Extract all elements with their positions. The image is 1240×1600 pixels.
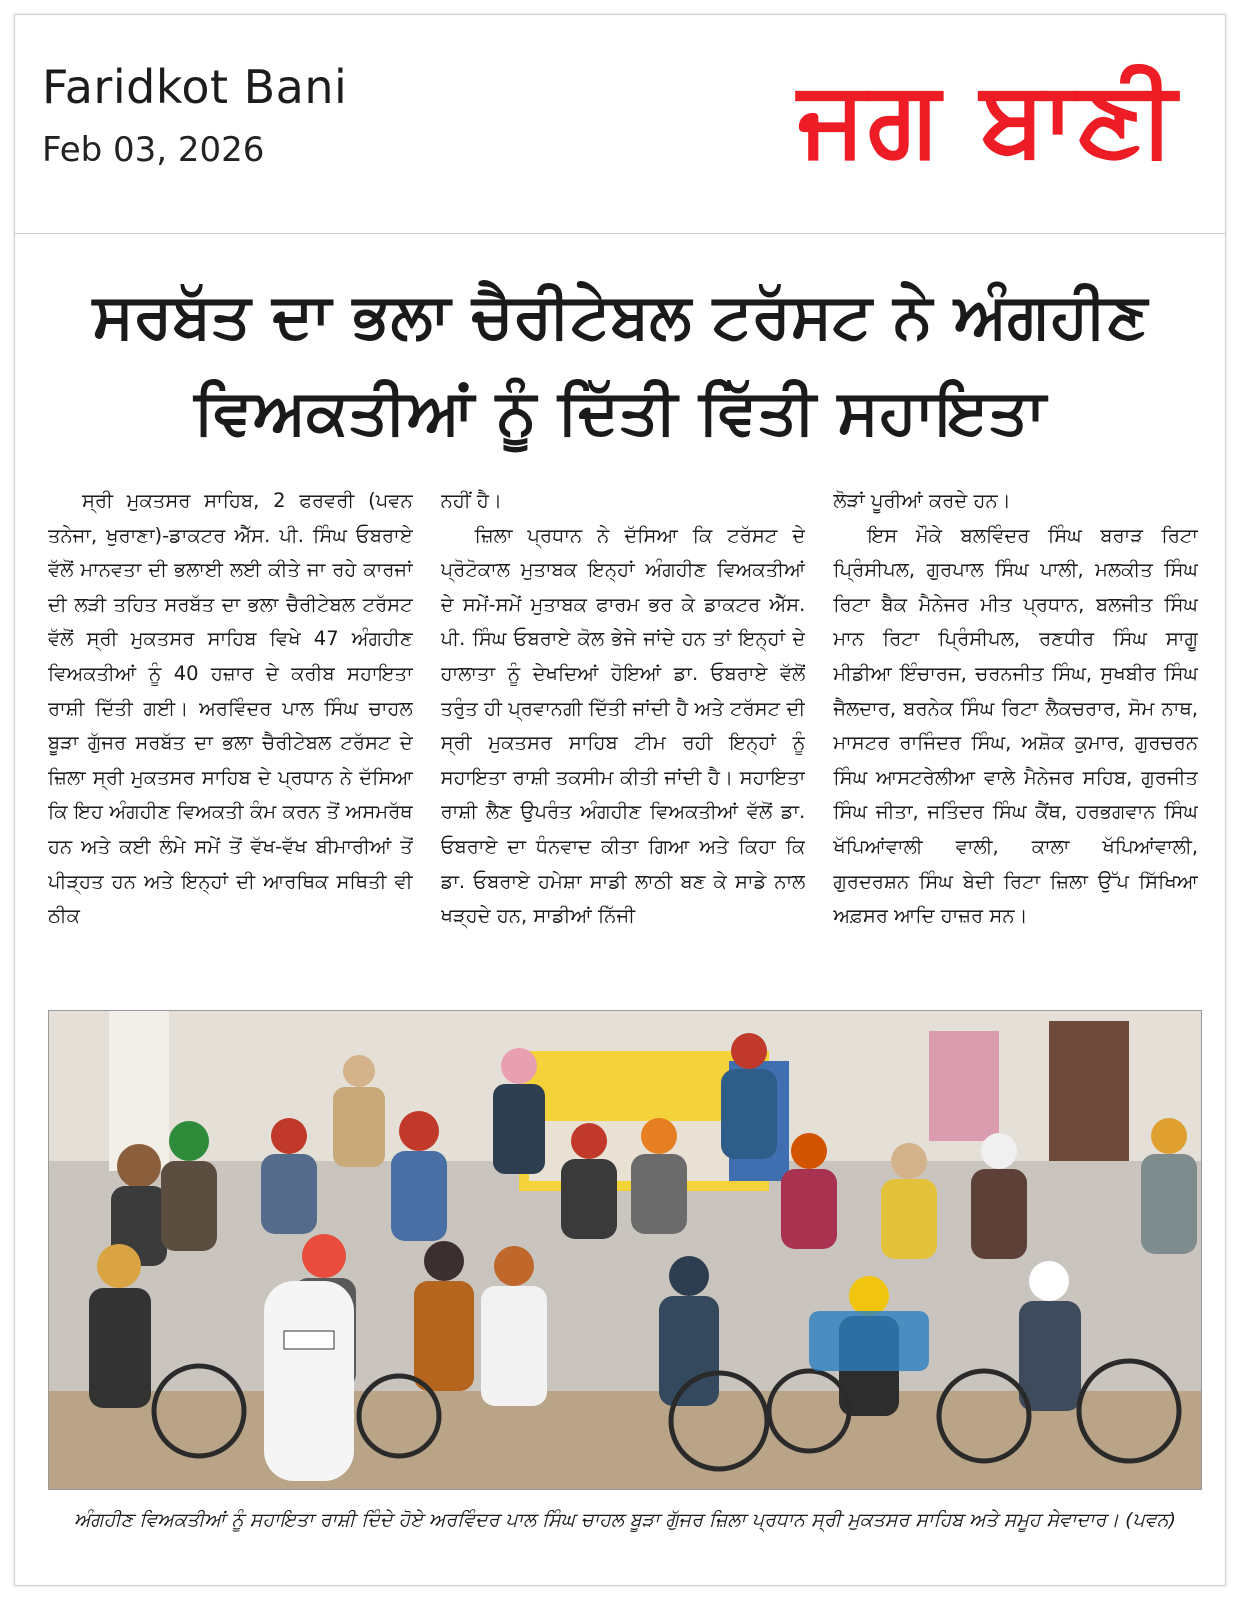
article-column-2	[441, 484, 806, 1004]
newspaper-masthead: ਜਗ ਬਾਣੀ	[797, 57, 1178, 179]
publication-date: Feb 03, 2026	[42, 130, 265, 170]
group-photo-illustration	[49, 1011, 1202, 1490]
paragraph: ਸ੍ਰੀ ਮੁਕਤਸਰ ਸਾਹਿਬ, 2 ਫਰਵਰੀ (ਪਵਨ ਤਨੇਜਾ, ਖੁਰਾਣਾ)-ਡਾਕਟਰ ਐੱਸ. ਪੀ. ਸਿੰਘ ਓਬਰਾਏ ਵੱਲੋਂ ਮਾਨਵਤਾ ਦੀ ਭਲਾਈ ਲਈ ਕੀਤੇ ਜਾ ਰਹੇ ਕਾਰਜਾਂ ਦੀ ਲੜੀ ਤਹਿਤ ਸਰਬੱਤ ਦਾ ਭਲਾ ਚੈਰੀਟੇਬਲ ਟਰੱਸਟ ਵੱਲੋਂ ਸ੍ਰੀ ਮੁਕਤਸਰ ਸਾਹਿਬ ਵਿਖੇ 47 ਅੰਗਹੀਣ ਵਿਅਕਤੀਆਂ ਨੂੰ 40 ਹਜ਼ਾਰ ਦੇ ਕਰੀਬ ਸਹਾਇਤਾ ਰਾਸ਼ੀ ਦਿੱਤੀ ਗਈ। ਅਰਵਿੰਦਰ ਪਾਲ ਸਿੰਘ ਚਾਹਲ ਬੂੜਾ ਗੁੱਜਰ ਸਰਬੱਤ ਦਾ ਭਲਾ ਚੈਰੀਟੇਬਲ ਟਰੱਸਟ ਦੇ ਜ਼ਿਲਾ ਸ੍ਰੀ ਮੁਕਤਸਰ ਸਾਹਿਬ ਦੇ ਪ੍ਰਧਾਨ ਨੇ ਦੱਸਿਆ ਕਿ ਇਹ ਅੰਗਹੀਣ ਵਿਅਕਤੀ ਕੰਮ ਕਰਨ ਤੋਂ ਅਸਮਰੱਥ ਹਨ ਅਤੇ ਕਈ ਲੰਮੇ ਸਮੇਂ ਤੋਂ ਵੱਖ-ਵੱਖ ਬੀਮਾਰੀਆਂ ਤੋਂ ਪੀੜ੍ਹਤ ਹਨ ਅਤੇ ਇਨ੍ਹਾਂ ਦੀ ਆਰਥਿਕ ਸਥਿਤੀ ਵੀ ਠੀਕ	[48, 489, 413, 928]
article-column-3	[833, 484, 1198, 1004]
clipping-header	[14, 14, 1226, 234]
news-photo	[48, 1010, 1202, 1490]
headline-line-1: ਸਰਬੱਤ ਦਾ ਭਲਾ ਚੈਰੀਟੇਬਲ ਟਰੱਸਟ ਨੇ ਅੰਗਹੀਣ	[92, 279, 1148, 352]
article-body	[48, 484, 1198, 1004]
edition-name: Faridkot Bani	[42, 60, 348, 114]
paragraph-continuation: ਲੋੜਾਂ ਪੂਰੀਆਂ ਕਰਦੇ ਹਨ।	[833, 489, 1011, 512]
paragraph: ਇਸ ਮੌਕੇ ਬਲਵਿੰਦਰ ਸਿੰਘ ਬਰਾੜ ਰਿਟਾ ਪ੍ਰਿੰਸੀਪਲ, ਗੁਰਪਾਲ ਸਿੰਘ ਪਾਲੀ, ਮਲਕੀਤ ਸਿੰਘ ਰਿਟਾ ਬੈਕ ਮੈਨੇਜਰ ਮੀਤ ਪ੍ਰਧਾਨ, ਬਲਜੀਤ ਸਿੰਘ ਮਾਨ ਰਿਟਾ ਪ੍ਰਿੰਸੀਪਲ, ਰਣਧੀਰ ਸਿੰਘ ਸਾਗੂ ਮੀਡੀਆ ਇੰਚਾਰਜ, ਚਰਨਜੀਤ ਸਿੰਘ, ਸੁਖਬੀਰ ਸਿੰਘ ਜੈਲਦਾਰ, ਬਰਨੇਕ ਸਿੰਘ ਰਿਟਾ ਲੈਕਚਰਾਰ, ਸੋਮ ਨਾਥ, ਮਾਸਟਰ ਰਾਜਿੰਦਰ ਸਿੰਘ, ਅਸ਼ੋਕ ਕੁਮਾਰ, ਗੁਰਚਰਨ ਸਿੰਘ ਆਸਟਰੇਲੀਆ ਵਾਲੇ ਮੈਨੇਜਰ ਸਹਿਬ, ਗੁਰਜੀਤ ਸਿੰਘ ਜੀਤਾ, ਜਤਿੰਦਰ ਸਿੰਘ ਕੈਂਥ, ਹਰਭਗਵਾਨ ਸਿੰਘ ਖੱਪਿਆਂਵਾਲੀ ਵਾਲੀ, ਕਾਲਾ ਖੱਪਿਆਂਵਾਲੀ, ਗੁਰਦਰਸ਼ਨ ਸਿੰਘ ਬੇਦੀ ਰਿਟਾ ਜ਼ਿਲਾ ਉੱਪ ਸਿੱਖਿਆ ਅਫ਼ਸਰ ਆਦਿ ਹਾਜ਼ਰ ਸਨ।	[833, 523, 1199, 928]
article-headline	[40, 268, 1200, 460]
article-column-1	[48, 484, 413, 1004]
photo-caption: ਅੰਗਹੀਣ ਵਿਅਕਤੀਆਂ ਨੂੰ ਸਹਾਇਤਾ ਰਾਸ਼ੀ ਦਿੰਦੇ ਹੋਏ ਅਰਵਿੰਦਰ ਪਾਲ ਸਿੰਘ ਚਾਹਲ ਬੂੜਾ ਗੁੱਜਰ ਜ਼ਿਲਾ ਪ੍ਰਧਾਨ ਸ੍ਰੀ ਮੁਕਤਸਰ ਸਾਹਿਬ ਅਤੇ ਸਮੂਹ ਸੇਵਾਦਾਰ। (ਪਵਨ)	[73, 1509, 1176, 1531]
paragraph-continuation: ਨਹੀਂ ਹੈ।	[440, 489, 503, 512]
headline-line-2: ਵਿਅਕਤੀਆਂ ਨੂੰ ਦਿੱਤੀ ਵਿੱਤੀ ਸਹਾਇਤਾ	[194, 375, 1046, 448]
paragraph: ਜ਼ਿਲਾ ਪ੍ਰਧਾਨ ਨੇ ਦੱਸਿਆ ਕਿ ਟਰੱਸਟ ਦੇ ਪ੍ਰੋਟੋਕਾਲ ਮੁਤਾਬਕ ਇਨ੍ਹਾਂ ਅੰਗਹੀਣ ਵਿਅਕਤੀਆਂ ਦੇ ਸਮੇਂ-ਸਮੇਂ ਮੁਤਾਬਕ ਫਾਰਮ ਭਰ ਕੇ ਡਾਕਟਰ ਐੱਸ. ਪੀ. ਸਿੰਘ ਓਬਰਾਏ ਕੋਲ ਭੇਜੇ ਜਾਂਦੇ ਹਨ ਤਾਂ ਇਨ੍ਹਾਂ ਦੇ ਹਾਲਾਤਾ ਨੂੰ ਦੇਖਦਿਆਂ ਹੋਇਆਂ ਡਾ. ਓਬਰਾਏ ਵੱਲੋਂ ਤਰੁੰਤ ਹੀ ਪ੍ਰਵਾਨਗੀ ਦਿੱਤੀ ਜਾਂਦੀ ਹੈ ਅਤੇ ਟਰੱਸਟ ਦੀ ਸ੍ਰੀ ਮੁਕਤਸਰ ਸਾਹਿਬ ਟੀਮ ਰਹੀ ਇਨ੍ਹਾਂ ਨੂੰ ਸਹਾਇਤਾ ਰਾਸ਼ੀ ਤਕਸੀਮ ਕੀਤੀ ਜਾਂਦੀ ਹੈ। ਸਹਾਇਤਾ ਰਾਸ਼ੀ ਲੈਣ ਉਪਰੰਤ ਅੰਗਹੀਣ ਵਿਅਕਤੀਆਂ ਵੱਲੋਂ ਡਾ. ਓਬਰਾਏ ਦਾ ਧੰਨਵਾਦ ਕੀਤਾ ਗਿਆ ਅਤੇ ਕਿਹਾ ਕਿ ਡਾ. ਓਬਰਾਏ ਹਮੇਸ਼ਾ ਸਾਡੀ ਲਾਠੀ ਬਣ ਕੇ ਸਾਡੇ ਨਾਲ ਖੜ੍ਹਦੇ ਹਨ, ਸਾਡੀਆਂ ਨਿੱਜੀ	[440, 523, 806, 928]
